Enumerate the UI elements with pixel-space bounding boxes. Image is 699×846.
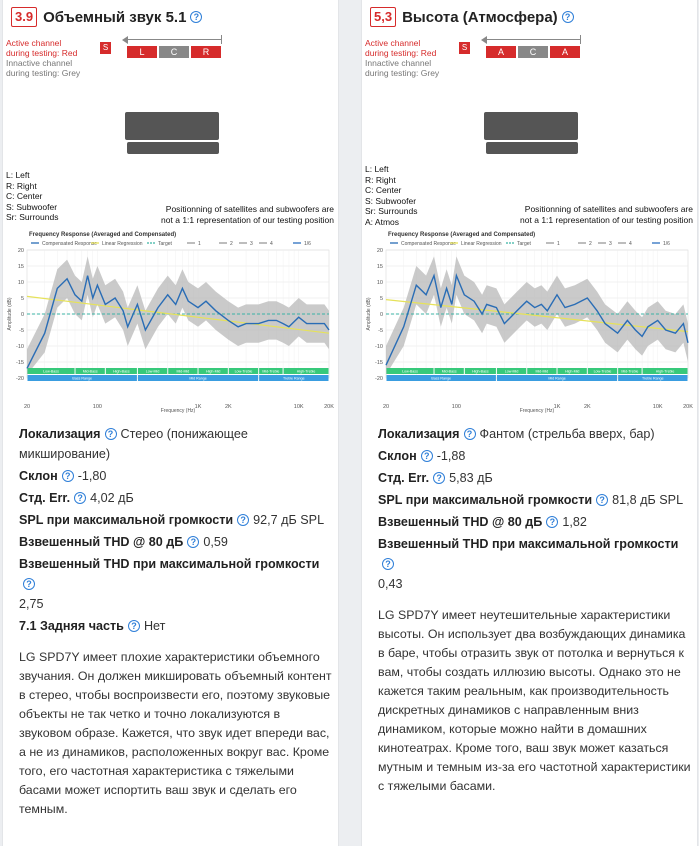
help-icon[interactable]: ? <box>546 516 558 528</box>
channel-box: C <box>159 46 189 58</box>
band-label: Bass Range <box>72 376 93 381</box>
active-channel-legend: Active channel during testing: Red <box>6 38 78 58</box>
band-label: Bass Range <box>431 376 452 381</box>
band-label: Low-Mid <box>504 369 519 374</box>
band-label: Low-Bass <box>402 369 418 374</box>
legend-label: Compensated Response <box>42 241 98 247</box>
couch-base <box>486 142 578 154</box>
x-tick-label: 20K <box>683 404 693 410</box>
legend-label: 1 <box>198 241 201 247</box>
help-icon[interactable]: ? <box>105 428 117 440</box>
help-icon[interactable]: ? <box>464 428 476 440</box>
section-header <box>370 6 574 28</box>
y-tick-label: -15 <box>16 360 24 366</box>
arrow-tail <box>221 35 222 44</box>
subwoofer-box: S <box>100 42 111 54</box>
chart-svg <box>5 228 338 414</box>
x-tick-label: 2K <box>583 404 591 410</box>
help-icon[interactable]: ? <box>74 492 86 504</box>
x-tick-label: 1K <box>553 404 561 410</box>
detail-row: Склон ? -1,88 <box>378 449 466 463</box>
x-tick-label: 1K <box>194 404 202 410</box>
description-text: LG SPD7Y имеет неутешительные характеристики высоты. Он использует два возбуждающих динамика в баре, чтобы отразить звук от потолка и вернуться к вам, чтобы создать иллюзию высоты. Однако это не кажется таким реальным, как производительность дискретных динамиков с направленным вниз динамиком, которые можно найти в домашних кинотеатрах. Кроме того, ваш звук может казаться мутным и темным из-за его частотной характеристики с тяжелыми басами. <box>378 608 691 793</box>
band-label: Mid-Bass <box>82 369 98 374</box>
help-icon[interactable]: ? <box>62 470 74 482</box>
legend-label: Target <box>158 241 172 247</box>
x-tick-label: 20 <box>23 404 31 410</box>
channel-box: A <box>486 46 516 58</box>
y-tick-label: 20 <box>17 248 24 254</box>
y-tick-label: -5 <box>19 328 24 334</box>
help-icon[interactable]: ? <box>596 494 608 506</box>
arrow-icon <box>122 36 128 44</box>
y-tick-label: -20 <box>16 376 24 382</box>
arrow-line <box>484 39 580 40</box>
chart-title: Frequency Response (Averaged and Compensated) <box>388 232 536 238</box>
help-icon[interactable]: ? <box>128 620 140 632</box>
surround-card <box>2 0 339 846</box>
y-tick-label: 10 <box>17 280 24 286</box>
x-tick-label: 20K <box>324 404 334 410</box>
legend-label: Linear Regression <box>102 241 143 247</box>
couch-icon <box>125 112 219 140</box>
subwoofer-box: S <box>459 42 470 54</box>
detail-row: Локализация ? Стерео (понижающее микширование) <box>19 427 248 461</box>
detail-row: Стд. Err. ? 5,83 дБ <box>378 471 493 485</box>
help-icon[interactable]: ? <box>433 472 445 484</box>
y-tick-label: 5 <box>20 296 24 302</box>
channel-key-list: L: Left R: Right C: Center S: Subwoofer Sr: Surrounds <box>6 170 59 222</box>
band-label: Mid-Treble <box>621 369 639 374</box>
y-tick-label: -5 <box>378 328 383 334</box>
y-tick-label: 15 <box>376 264 383 270</box>
y-tick-label: 5 <box>379 296 383 302</box>
inactive-channel-legend: Innactive channel during testing: Grey <box>365 58 440 78</box>
help-icon[interactable]: ? <box>237 514 249 526</box>
active-channel-legend: Active channel during testing: Red <box>365 38 437 58</box>
band-label: High-Treble <box>655 369 675 374</box>
band-label: Low-Mid <box>145 369 160 374</box>
help-icon[interactable]: ? <box>23 578 35 590</box>
section-title: Высота (Атмосфера) <box>402 8 558 26</box>
details-panel <box>378 424 694 796</box>
x-axis-label: Frequency (Hz) <box>519 408 555 414</box>
legend-label: 4 <box>629 241 632 247</box>
detail-row: Локализация ? Фантом (стрельба вверх, бар) <box>378 427 655 441</box>
detail-row: Взвешенный THD @ 80 дБ ? 0,59 <box>19 535 228 549</box>
band-label: Mid-Mid <box>176 369 190 374</box>
chart-title: Frequency Response (Averaged and Compensated) <box>29 232 177 238</box>
description-text: LG SPD7Y имеет плохие характеристики объемного звучания. Он должен микшировать объемный контент в стерео, чтобы воспроизвести его, поэтому звуковые объекты не так четко и точно локализуются в звуковом образе. Кажется, что звук идет впереди вас, а не из динамиков, расположенных вокруг вас. Кроме того, его частотная характеристика с тяжелыми басами может испортить ваш звук и сделать его темным. <box>19 650 332 816</box>
help-icon[interactable]: ? <box>190 11 202 23</box>
arrow-icon <box>481 36 487 44</box>
help-icon[interactable]: ? <box>421 450 433 462</box>
details-panel <box>19 424 335 819</box>
y-tick-label: 0 <box>379 312 383 318</box>
detail-row: Взвешенный THD при максимальной громкости? 2,75 <box>19 557 320 611</box>
band-label: Low-Bass <box>43 369 59 374</box>
y-tick-label: -20 <box>375 376 383 382</box>
y-axis-label: Amplitude (dB) <box>7 297 13 331</box>
inactive-channel-legend: Innactive channel during testing: Grey <box>6 58 81 78</box>
channel-box: R <box>191 46 221 58</box>
x-axis-label: Frequency (Hz) <box>160 408 196 414</box>
y-tick-label: -15 <box>375 360 383 366</box>
help-icon[interactable]: ? <box>562 11 574 23</box>
section-header <box>11 6 202 28</box>
detail-row: Взвешенный THD @ 80 дБ ? 1,82 <box>378 515 587 529</box>
legend-label: Target <box>517 241 531 247</box>
y-axis-label: Amplitude (dB) <box>366 297 372 331</box>
detail-row: Склон ? -1,80 <box>19 469 107 483</box>
legend-label: 1/6 <box>304 241 311 247</box>
y-tick-label: 0 <box>20 312 24 318</box>
legend-label: 4 <box>270 241 273 247</box>
arrow-line <box>125 39 221 40</box>
legend-label: 2 <box>589 241 592 247</box>
detail-row: SPL при максимальной громкости ? 81,8 дБ SPL <box>378 493 684 507</box>
band-label: Low-Treble <box>234 369 253 374</box>
height-card <box>361 0 698 846</box>
frequency-response-chart <box>364 228 697 414</box>
y-tick-label: -10 <box>16 344 24 350</box>
band-label: Mid Range <box>189 376 207 381</box>
frequency-response-chart <box>5 228 338 414</box>
band-label: High-Treble <box>296 369 316 374</box>
y-tick-label: 10 <box>376 280 383 286</box>
y-tick-label: 15 <box>17 264 24 270</box>
legend-label: 2 <box>230 241 233 247</box>
chart-svg <box>364 228 697 414</box>
detail-row: Стд. Err. ? 4,02 дБ <box>19 491 134 505</box>
channel-box: L <box>127 46 157 58</box>
band-label: Treble Range <box>282 376 305 381</box>
position-note: Positionning of satellites and subwoofers are not a 1:1 representation of our testing position <box>161 204 334 225</box>
channel-box: C <box>518 46 548 58</box>
couch-base <box>127 142 219 154</box>
section-title: Объемный звук 5.1 <box>43 8 187 26</box>
x-tick-label: 2K <box>224 404 232 410</box>
channel-box: A <box>550 46 580 58</box>
band-label: High-Mid <box>564 369 580 374</box>
position-note: Positionning of satellites and subwoofers are not a 1:1 representation of our testing position <box>520 204 693 225</box>
couch-icon <box>484 112 578 140</box>
detail-row: SPL при максимальной громкости ? 92,7 дБ SPL <box>19 513 325 527</box>
band-label: Mid-Bass <box>441 369 457 374</box>
score-badge: 5,3 <box>370 7 396 27</box>
band-label: Low-Treble <box>593 369 612 374</box>
x-tick-label: 20 <box>382 404 390 410</box>
arrow-tail <box>580 35 581 44</box>
speaker-diagram <box>362 32 698 228</box>
x-tick-label: 100 <box>451 404 461 410</box>
legend-label: 3 <box>250 241 253 247</box>
channel-key-list: L: Left R: Right C: Center S: Subwoofer Sr: Surrounds A: Atmos <box>365 164 418 227</box>
band-label: High-Bass <box>113 369 130 374</box>
legend-label: 1 <box>557 241 560 247</box>
score-badge: 3.9 <box>11 7 37 27</box>
band-label: Mid-Treble <box>262 369 280 374</box>
band-label: High-Mid <box>205 369 221 374</box>
legend-label: Compensated Response <box>401 241 457 247</box>
detail-row: 7.1 Задняя часть ? Нет <box>19 619 166 633</box>
speaker-diagram <box>3 32 339 228</box>
x-tick-label: 10K <box>652 404 663 410</box>
help-icon[interactable]: ? <box>187 536 199 548</box>
band-label: Treble Range <box>641 376 664 381</box>
x-tick-label: 10K <box>293 404 304 410</box>
band-label: Mid Range <box>548 376 566 381</box>
legend-label: 1/6 <box>663 241 670 247</box>
legend-label: Linear Regression <box>461 241 502 247</box>
help-icon[interactable]: ? <box>382 558 394 570</box>
x-tick-label: 100 <box>92 404 102 410</box>
legend-label: 3 <box>609 241 612 247</box>
y-tick-label: 20 <box>376 248 383 254</box>
band-label: Mid-Mid <box>535 369 549 374</box>
detail-row: Взвешенный THD при максимальной громкости? 0,43 <box>378 537 679 591</box>
band-label: High-Bass <box>472 369 489 374</box>
y-tick-label: -10 <box>375 344 383 350</box>
